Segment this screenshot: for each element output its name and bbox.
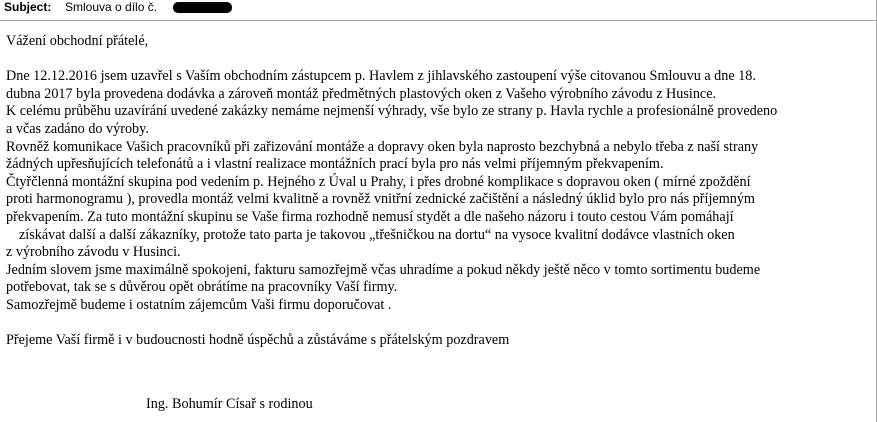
body-line: K celému průběhu uzavírání uvedené zakázky nemáme nejmenší výhrady, vše bylo ze strany p. Havla rychle a profesionálně provedeno xyxy=(6,103,778,120)
greeting: Vážení obchodní přátelé, xyxy=(6,33,149,49)
body-line: proti harmonogramu ), provedla montáž velmi kvalitně a rovněž vnitřní zednické začištění a následný úklid bylo pro nás příjemným xyxy=(6,191,755,208)
email-body xyxy=(6,33,872,350)
blank-line xyxy=(6,51,872,69)
body-line: z výrobního závodu v Husinci. xyxy=(6,244,181,261)
body-line: potřebovat, tak se s důvěrou opět obrátíme na pracovníky Vaší firmy. xyxy=(6,279,398,296)
subject-value: Smlouva o dílo č. xyxy=(65,0,158,14)
body-line: Samozřejmě budeme i ostatním zájemcům Vaši firmu doporučovat . xyxy=(6,296,392,313)
closing-line: Přejeme Vaší firmě i v budoucnosti hodně úspěchů a zůstáváme s přátelským pozdravem xyxy=(6,332,510,349)
body-line: Dne 12.12.2016 jsem uzavřel s Vaším obchodním zástupcem p. Havlem z jihlavského zastoupení výše citovanou Smlouvu a dne 18. xyxy=(6,68,756,85)
body-line: překvapením. Za tuto montážní skupinu se Vaše firma rozhodně nemusí stydět a dle našeho názoru i touto cestou Vám pomáhají xyxy=(6,208,734,225)
body-line: žádných upřesňujících telefonátů a i vlastní realizace montážních prací byla pro nás velmi příjemným překvapením. xyxy=(6,156,664,173)
redaction-mark xyxy=(173,2,232,13)
body-line: získávat další a další zákazníky, protože tato parta je takovou „třešničkou na dortu“ na vysoce kvalitní dodávce vlastních oken xyxy=(19,226,735,243)
signature: Ing. Bohumír Císař s rodinou xyxy=(146,396,313,412)
body-line: Rovněž komunikace Vašich pracovníků při zařizování montáže a dopravy oken byla naprosto bezchybná a nebylo třeba z naší strany xyxy=(6,138,759,155)
blank-line xyxy=(6,315,872,333)
body-line: dubna 2017 byla provedena dodávka a zároveň montáž předmětných plastových oken z Vašeho výrobního závodu z Husince. xyxy=(6,85,717,102)
body-line: a včas zadáno do výroby. xyxy=(6,120,149,137)
body-line: Čtyřčlenná montážní skupina pod vedením p. Hejného z Úval u Prahy, i přes drobné komplikace s dopravou oken ( mírné zpoždění xyxy=(6,173,751,190)
subject-label: Subject: xyxy=(4,0,52,14)
email-header xyxy=(0,0,877,21)
body-line: Jedním slovem jsme maximálně spokojeni, fakturu samozřejmě včas uhradíme a pokud někdy ještě něco v tomto sortimentu budeme xyxy=(6,261,761,278)
